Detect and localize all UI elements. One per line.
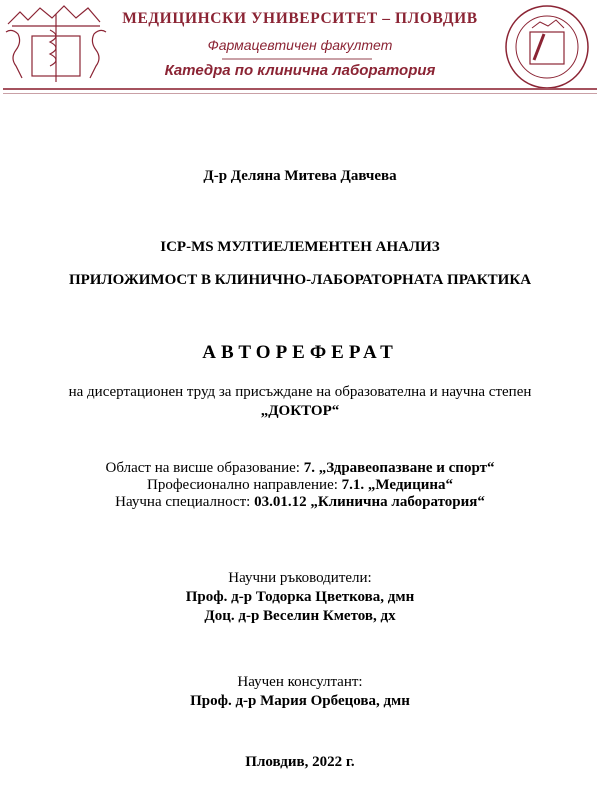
consultant: Проф. д-р Мария Орбецова, дмн (190, 693, 410, 709)
department-name: Катедра по клинична лаборатория (164, 62, 436, 79)
faculty-seal (504, 4, 590, 90)
field-education (0, 460, 600, 477)
header-rule-thin (3, 93, 597, 94)
author-name: Д-р Деляна Митева Давчева (203, 168, 397, 184)
field-value: 7.1. „Медицина“ (341, 477, 453, 493)
header-rule (3, 88, 597, 90)
document-type: АВТОРЕФЕРАТ (202, 342, 398, 363)
consultant-label: Научен консултант: (237, 674, 363, 690)
faculty-name: Фармацевтичен факултет (207, 37, 393, 53)
supervisor: Доц. д-р Веселин Кметов, дх (204, 608, 396, 624)
university-logo (2, 2, 110, 84)
field-specialty (0, 494, 600, 511)
purpose-text: на дисертационен труд за присъждане на образователна и научна степен (68, 384, 532, 400)
title-line-1: ICP-MS МУЛТИЕЛЕМЕНТЕН АНАЛИЗ (160, 239, 440, 255)
field-label: Област на висше образование: (105, 460, 304, 476)
supervisor: Проф. д-р Тодорка Цветкова, дмн (185, 589, 415, 605)
field-direction (0, 477, 600, 494)
title-line-2: ПРИЛОЖИМОСТ В КЛИНИЧНО-ЛАБОРАТОРНАТА ПРАКТИКА (68, 272, 532, 288)
degree: „ДОКТОР“ (260, 403, 340, 419)
faculty-divider (222, 58, 372, 60)
field-label: Научна специалност: (115, 494, 255, 510)
footer-place-year: Пловдив, 2022 г. (245, 754, 355, 770)
field-value: 7. „Здравеопазване и спорт“ (303, 460, 495, 476)
supervisors-label: Научни ръководители: (228, 570, 372, 586)
field-value: 03.01.12 „Клинична лаборатория“ (254, 494, 485, 510)
university-name: МЕДИЦИНСКИ УНИВЕРСИТЕТ – ПЛОВДИВ (122, 10, 478, 27)
field-label: Професионално направление: (146, 477, 342, 493)
